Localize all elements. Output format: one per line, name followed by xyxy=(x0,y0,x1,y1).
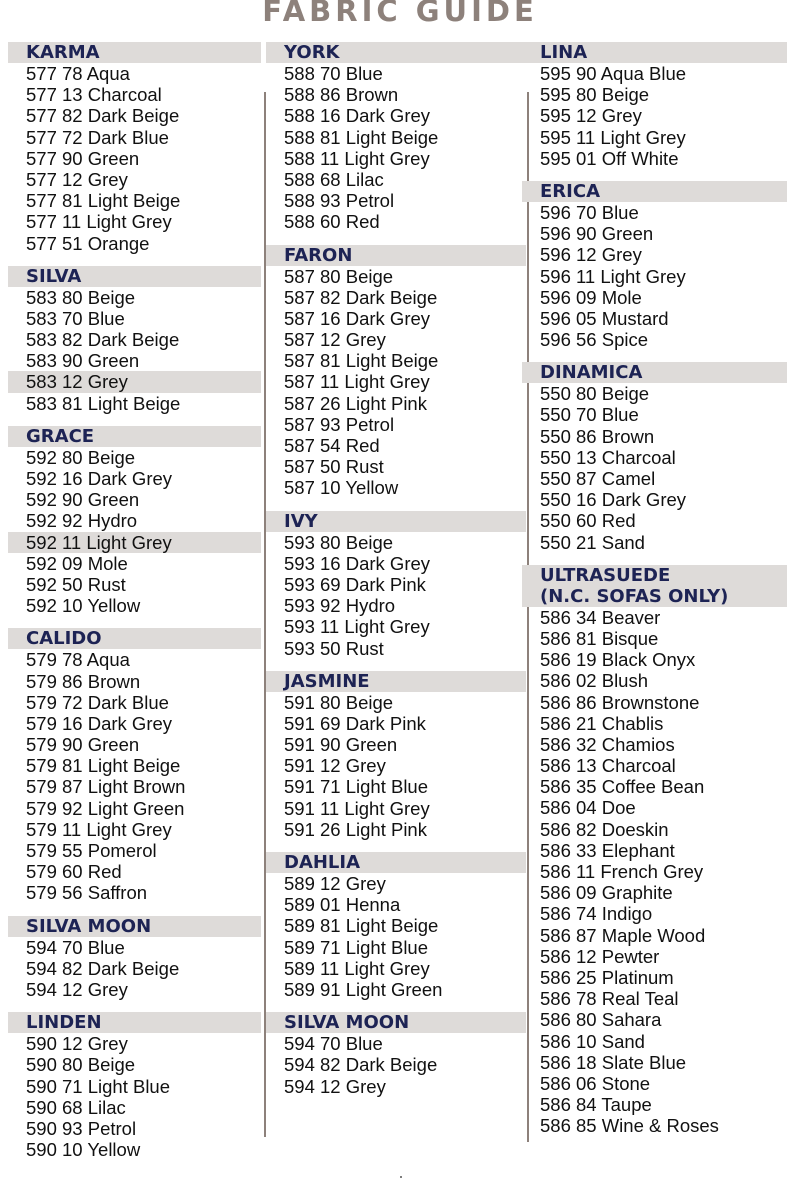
fabric-item: 586 25 Platinum xyxy=(540,966,674,988)
section-name: SILVA xyxy=(26,265,82,287)
fabric-column-1 xyxy=(8,42,261,1160)
fabric-item: 586 02 Blush xyxy=(540,670,649,692)
section-header xyxy=(8,628,261,649)
fabric-item: 583 12 Grey xyxy=(8,371,261,392)
fabric-item: 586 35 Coffee Bean xyxy=(540,776,705,798)
fabric-item: 593 92 Hydro xyxy=(284,595,396,617)
fabric-item: 577 82 Dark Beige xyxy=(26,105,180,127)
fabric-item: 579 90 Green xyxy=(26,734,140,756)
fabric-item: 596 56 Spice xyxy=(540,329,649,351)
fabric-item: 590 93 Petrol xyxy=(26,1117,137,1139)
fabric-item: 579 72 Dark Blue xyxy=(26,691,169,713)
fabric-item: 586 12 Pewter xyxy=(540,945,660,967)
fabric-item: 579 56 Saffron xyxy=(26,882,148,904)
section-header xyxy=(266,245,526,266)
fabric-item: 588 70 Blue xyxy=(284,63,383,84)
section-name: IVY xyxy=(284,510,318,532)
fabric-item: 591 11 Light Grey xyxy=(284,797,430,819)
section-header xyxy=(522,42,787,63)
fabric-item: 586 34 Beaver xyxy=(540,606,661,628)
fabric-section xyxy=(522,42,787,169)
fabric-section xyxy=(266,852,526,1000)
section-name: JASMINE xyxy=(284,670,370,692)
fabric-item: 579 81 Light Beige xyxy=(26,755,181,777)
section-header xyxy=(8,916,261,937)
fabric-item: 586 19 Black Onyx xyxy=(540,649,696,671)
page-title: FABRIC GUIDE xyxy=(262,0,538,28)
fabric-item: 591 12 Grey xyxy=(284,755,386,777)
fabric-item: 591 26 Light Pink xyxy=(284,818,427,840)
fabric-item: 577 78 Aqua xyxy=(26,63,130,84)
fabric-item: 596 90 Green xyxy=(540,223,654,245)
fabric-item: 586 06 Stone xyxy=(540,1072,651,1094)
fabric-item: 596 12 Grey xyxy=(540,244,642,266)
fabric-item: 589 12 Grey xyxy=(284,873,386,894)
fabric-item: 592 92 Hydro xyxy=(26,510,138,532)
fabric-item: 550 70 Blue xyxy=(540,404,639,426)
fabric-item: 583 80 Beige xyxy=(26,286,136,308)
fabric-item: 587 93 Petrol xyxy=(284,413,395,435)
fabric-item: 583 70 Blue xyxy=(26,307,125,329)
fabric-item: 588 60 Red xyxy=(284,211,380,233)
fabric-section xyxy=(266,1012,526,1097)
fabric-item: 596 05 Mustard xyxy=(540,307,669,329)
fabric-item: 595 12 Grey xyxy=(540,105,642,127)
fabric-item: 588 81 Light Beige xyxy=(284,126,439,148)
fabric-item: 579 55 Pomerol xyxy=(26,840,157,861)
fabric-item: 577 81 Light Beige xyxy=(26,190,181,212)
fabric-item: 579 87 Light Brown xyxy=(26,776,186,798)
fabric-item: 590 68 Lilac xyxy=(26,1096,126,1118)
fabric-item: 596 09 Mole xyxy=(540,286,642,308)
fabric-item: 550 13 Charcoal xyxy=(540,446,676,468)
fabric-item: 577 13 Charcoal xyxy=(26,84,162,106)
fabric-section xyxy=(8,916,261,1001)
fabric-item: 550 16 Dark Grey xyxy=(540,489,687,511)
fabric-item: 591 80 Beige xyxy=(284,691,394,713)
fabric-item: 588 86 Brown xyxy=(284,84,399,106)
fabric-section xyxy=(8,426,261,617)
section-name: ULTRASUEDE xyxy=(540,564,671,586)
fabric-item: 592 10 Yellow xyxy=(26,595,141,617)
fabric-item: 594 12 Grey xyxy=(26,978,128,1000)
fabric-section xyxy=(266,42,526,233)
fabric-item: 587 16 Dark Grey xyxy=(284,307,431,329)
section-header xyxy=(8,42,261,63)
fabric-item: 587 10 Yellow xyxy=(284,477,399,499)
section-name: KARMA xyxy=(26,42,100,63)
section-name: ERICA xyxy=(540,180,600,202)
section-name: YORK xyxy=(284,42,340,63)
page-dot xyxy=(400,1176,402,1178)
fabric-item: 587 26 Light Pink xyxy=(284,392,427,414)
fabric-item: 579 11 Light Grey xyxy=(26,818,172,840)
fabric-section xyxy=(8,1012,261,1160)
fabric-item: 594 82 Dark Beige xyxy=(26,957,180,979)
fabric-item: 587 54 Red xyxy=(284,435,380,456)
section-header xyxy=(266,511,526,532)
fabric-item: 595 11 Light Grey xyxy=(540,126,686,148)
fabric-item: 588 93 Petrol xyxy=(284,190,395,212)
fabric-item: 595 80 Beige xyxy=(540,84,650,106)
fabric-item: 589 81 Light Beige xyxy=(284,915,439,937)
fabric-item: 586 09 Graphite xyxy=(540,882,673,904)
section-name: GRACE xyxy=(26,425,95,447)
fabric-section xyxy=(522,362,787,553)
fabric-item: 596 11 Light Grey xyxy=(540,265,686,287)
fabric-item: 586 33 Elephant xyxy=(540,839,675,861)
section-name: SILVA MOON xyxy=(284,1012,410,1034)
section-name: LINA xyxy=(540,42,588,63)
fabric-item: 586 80 Sahara xyxy=(540,1009,662,1031)
fabric-item: 583 90 Green xyxy=(26,350,140,372)
fabric-item: 596 70 Blue xyxy=(540,201,639,223)
fabric-item: 593 16 Dark Grey xyxy=(284,552,431,574)
fabric-item: 579 78 Aqua xyxy=(26,649,130,671)
fabric-item: 583 82 Dark Beige xyxy=(26,329,180,351)
fabric-item: 589 11 Light Grey xyxy=(284,957,430,979)
fabric-item: 594 82 Dark Beige xyxy=(284,1054,438,1076)
fabric-item: 592 50 Rust xyxy=(26,573,126,595)
fabric-item: 592 11 Light Grey xyxy=(8,532,261,553)
fabric-item: 595 01 Off White xyxy=(540,147,679,169)
fabric-item: 586 85 Wine & Roses xyxy=(540,1115,719,1137)
fabric-item: 550 86 Brown xyxy=(540,425,655,447)
fabric-item: 587 82 Dark Beige xyxy=(284,286,438,308)
section-header xyxy=(266,42,526,63)
fabric-item: 550 21 Sand xyxy=(540,531,645,553)
fabric-item: 593 50 Rust xyxy=(284,637,384,659)
fabric-item: 589 71 Light Blue xyxy=(284,936,429,958)
fabric-item: 588 68 Lilac xyxy=(284,168,384,190)
fabric-item: 592 90 Green xyxy=(26,489,140,511)
fabric-item: 590 80 Beige xyxy=(26,1054,136,1076)
fabric-item: 594 12 Grey xyxy=(284,1075,386,1097)
fabric-item: 590 71 Light Blue xyxy=(26,1075,171,1097)
section-header xyxy=(8,266,261,287)
fabric-section xyxy=(522,181,787,350)
fabric-item: 594 70 Blue xyxy=(284,1033,383,1055)
fabric-column-2 xyxy=(266,42,526,1097)
section-header xyxy=(266,1012,526,1033)
fabric-section xyxy=(8,628,261,903)
fabric-item: 577 90 Green xyxy=(26,147,140,169)
fabric-item: 586 78 Real Teal xyxy=(540,988,679,1010)
section-name: DINAMICA xyxy=(540,362,643,384)
fabric-item: 589 91 Light Green xyxy=(284,978,443,1000)
fabric-item: 579 92 Light Green xyxy=(26,797,185,819)
fabric-item: 586 13 Charcoal xyxy=(540,755,676,777)
fabric-item: 586 81 Bisque xyxy=(540,627,659,649)
fabric-item: 586 18 Slate Blue xyxy=(540,1051,687,1073)
fabric-item: 577 51 Orange xyxy=(26,232,150,254)
fabric-item: 579 86 Brown xyxy=(26,670,141,692)
fabric-item: 587 12 Grey xyxy=(284,329,386,351)
fabric-item: 586 32 Chamios xyxy=(540,733,675,755)
fabric-item: 588 16 Dark Grey xyxy=(284,105,431,127)
fabric-section xyxy=(266,671,526,840)
fabric-item: 586 10 Sand xyxy=(540,1030,645,1052)
section-name: SILVA MOON xyxy=(26,915,152,937)
section-header xyxy=(8,1012,261,1033)
fabric-item: 592 80 Beige xyxy=(26,446,136,468)
fabric-item: 592 09 Mole xyxy=(26,552,128,574)
fabric-item: 588 11 Light Grey xyxy=(284,147,430,169)
section-header xyxy=(522,181,787,202)
fabric-item: 550 87 Camel xyxy=(540,468,656,489)
fabric-item: 586 21 Chablis xyxy=(540,712,664,734)
fabric-item: 587 11 Light Grey xyxy=(284,371,430,393)
fabric-item: 586 11 French Grey xyxy=(540,861,704,882)
fabric-item: 586 82 Doeskin xyxy=(540,818,669,840)
fabric-item: 577 11 Light Grey xyxy=(26,211,172,233)
fabric-item: 550 60 Red xyxy=(540,510,636,532)
fabric-item: 591 69 Dark Pink xyxy=(284,712,426,734)
fabric-item: 593 11 Light Grey xyxy=(284,616,430,638)
fabric-item: 586 86 Brownstone xyxy=(540,691,700,713)
fabric-item: 579 16 Dark Grey xyxy=(26,712,173,734)
fabric-item: 591 90 Green xyxy=(284,734,398,756)
fabric-item: 577 12 Grey xyxy=(26,168,128,190)
fabric-section xyxy=(266,511,526,659)
section-subtitle: (N.C. SOFAS ONLY) xyxy=(540,585,729,607)
fabric-section xyxy=(266,245,526,499)
section-header xyxy=(266,852,526,873)
fabric-item: 586 84 Taupe xyxy=(540,1094,652,1116)
fabric-item: 592 16 Dark Grey xyxy=(26,468,173,489)
section-name: FARON xyxy=(284,244,353,266)
fabric-item: 587 50 Rust xyxy=(284,456,384,478)
fabric-item: 587 81 Light Beige xyxy=(284,350,439,372)
fabric-item: 591 71 Light Blue xyxy=(284,776,429,798)
fabric-item: 595 90 Aqua Blue xyxy=(540,63,687,84)
section-header xyxy=(522,565,787,607)
fabric-item: 583 81 Light Beige xyxy=(26,392,181,414)
fabric-item: 586 87 Maple Wood xyxy=(540,924,706,946)
fabric-item: 590 10 Yellow xyxy=(26,1139,141,1161)
fabric-item: 594 70 Blue xyxy=(26,936,125,958)
section-header xyxy=(266,671,526,692)
section-header xyxy=(522,362,787,383)
fabric-item: 593 80 Beige xyxy=(284,531,394,553)
fabric-item: 586 74 Indigo xyxy=(540,903,653,925)
fabric-item: 589 01 Henna xyxy=(284,894,401,916)
section-name: DAHLIA xyxy=(284,852,361,873)
section-header xyxy=(8,426,261,447)
fabric-column-3 xyxy=(522,42,787,1136)
fabric-item: 579 60 Red xyxy=(26,861,122,883)
fabric-item: 590 12 Grey xyxy=(26,1033,128,1055)
fabric-item: 593 69 Dark Pink xyxy=(284,573,426,595)
fabric-item: 577 72 Dark Blue xyxy=(26,126,169,148)
fabric-item: 586 04 Doe xyxy=(540,797,636,819)
section-name: CALIDO xyxy=(26,628,102,650)
fabric-section xyxy=(8,266,261,414)
fabric-section xyxy=(522,565,787,1137)
fabric-item: 587 80 Beige xyxy=(284,265,394,287)
section-name: LINDEN xyxy=(26,1012,102,1034)
fabric-item: 550 80 Beige xyxy=(540,383,650,405)
fabric-section xyxy=(8,42,261,254)
